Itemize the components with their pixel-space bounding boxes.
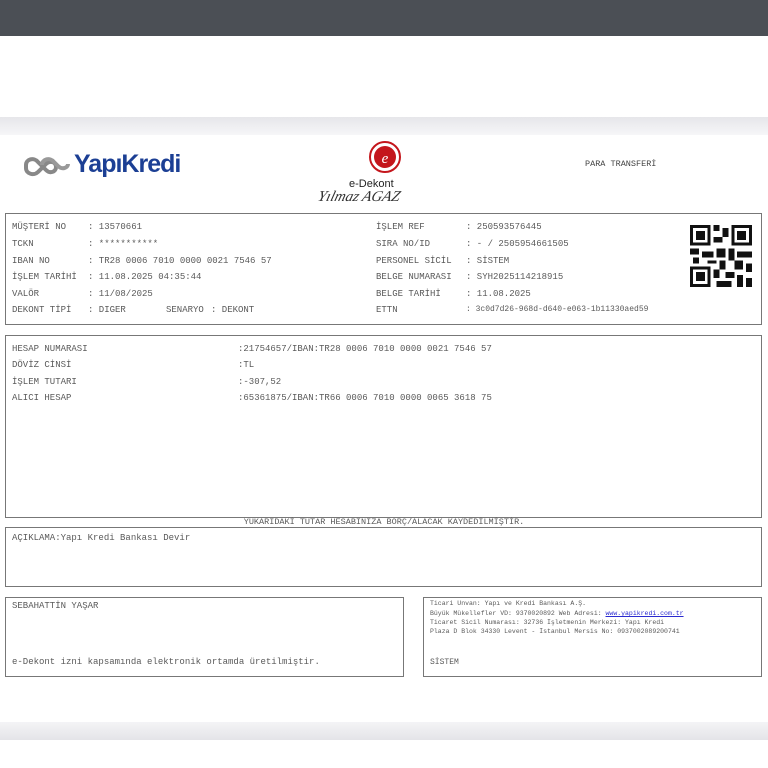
bank-registry: Ticaret Sicil Numarası: 32736 İşletmenin Merkezi: Yapı Kredi [430,619,665,626]
value-iban: : TR28 0006 7010 0000 0021 7546 57 [88,256,272,266]
bank-trade-name: Ticari Unvan: Yapı ve Kredi Bankası A.Ş. [430,600,587,607]
bank-signer: SİSTEM [430,658,459,667]
label-iban: IBAN NO [12,256,50,266]
transaction-info-box [5,213,762,325]
value-belge-tarihi: : 11.08.2025 [466,289,531,299]
label-doviz-cinsi: DÖVİZ CİNSİ [12,360,72,370]
value-dekont-tipi: : DIGER [88,305,126,315]
label-hesap-numarasi: HESAP NUMARASI [12,344,88,354]
brand-name: YapıKredi [74,150,181,178]
value-alici-hesap: :65361875/IBAN:TR66 0006 7010 0000 0065 3618 75 [238,393,492,403]
document-title: e-Dekont [349,178,394,190]
label-tckn: TCKN [12,239,34,249]
label-senaryo: SENARYO [166,305,204,315]
label-dekont-tipi: DEKONT TİPİ [12,305,72,315]
page-bottom-edge [0,722,768,740]
value-doviz-cinsi: :TL [238,360,255,370]
value-musteri-no: : 13570661 [88,222,143,232]
page-top-edge [0,117,768,135]
label-islem-tarihi: İŞLEM TARİHİ [12,272,77,282]
value-islem-tarihi: : 11.08.2025 04:35:44 [88,272,202,282]
label-ettn: ETTN [376,305,398,315]
value-tckn: : *********** [88,239,159,249]
bank-website-link[interactable]: www.yapikredi.com.tr [605,610,684,617]
label-musteri-no: MÜŞTERİ NO [12,222,67,232]
label-belge-tarihi: BELGE TARİHİ [376,289,441,299]
electronic-note: e-Dekont izni kapsamında elektronik ortamda üretilmiştir. [12,657,320,667]
debit-credit-notice: YUKARIDAKİ TUTAR HESABINIZA BORÇ/ALACAK KAYDEDİLMİŞTİR. [243,517,525,527]
customer-name: SEBAHATTİN YAŞAR [12,601,99,611]
label-alici-hesap: ALICI HESAP [12,393,72,403]
svg-text:e: e [381,151,389,167]
value-islem-tutari: :-307,52 [238,377,282,387]
bank-tax-line [430,610,684,617]
value-valor: : 11/08/2025 [88,289,153,299]
label-belge-numarasi: BELGE NUMARASI [376,272,452,282]
bank-info-box [423,597,762,677]
qr-code-icon [690,225,752,287]
bank-tax-text: Büyük Mükellefler VD: 9370020892 Web Adresi: [430,610,606,617]
label-islem-ref: İŞLEM REF [376,222,425,232]
label-islem-tutari: İŞLEM TUTARI [12,377,77,387]
yapikredi-logo-icon [22,152,70,178]
customer-box [5,597,404,677]
value-personel-sicil: : SİSTEM [466,256,510,266]
top-bar [0,0,768,36]
label-personel-sicil: PERSONEL SİCİL [376,256,452,266]
signature: Yılmaz AGAZ [315,189,403,205]
value-sira-no: : - / 2505954661505 [466,239,569,249]
description-text: AÇIKLAMA:Yapı Kredi Bankası Devir [12,533,191,543]
yapikredi-logo [22,150,180,179]
value-hesap-numarasi: :21754657/IBAN:TR28 0006 7010 0000 0021 7546 57 [238,344,492,354]
label-sira-no: SIRA NO/ID [376,239,431,249]
label-valor: VALÖR [12,289,40,299]
value-ettn: : 3c0d7d26-968d-d640-e063-1b11330aed59 [466,305,649,314]
e-dekont-emblem-icon [368,140,402,174]
transfer-details-box [5,335,762,518]
value-senaryo: : DEKONT [211,305,255,315]
bank-address: Plaza D Blok 34330 Levent - İstanbul Mersis No: 0937002089200741 [430,628,680,635]
value-islem-ref: : 250593576445 [466,222,542,232]
document-type: PARA TRANSFERİ [585,159,657,169]
description-box [5,527,762,587]
value-belge-numarasi: : SYH2025114218915 [466,272,564,282]
